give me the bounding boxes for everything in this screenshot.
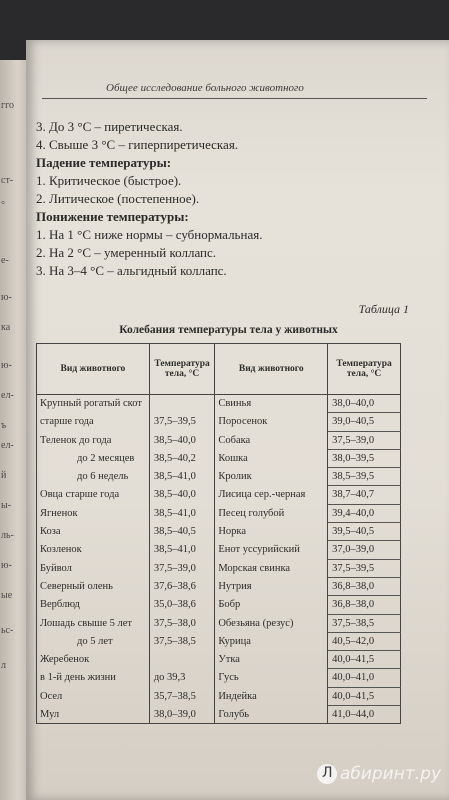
table-row bbox=[37, 559, 401, 577]
animal-cell: Курица bbox=[215, 632, 328, 650]
left-page-fragment: й bbox=[1, 470, 7, 481]
temperature-table bbox=[36, 343, 401, 724]
animal-cell: в 1-й день жизни bbox=[37, 669, 150, 687]
animal-cell: Верблюд bbox=[37, 596, 150, 614]
animal-cell: старше года bbox=[37, 413, 150, 431]
book-page bbox=[26, 40, 449, 800]
table-header-row bbox=[37, 344, 401, 395]
table-row bbox=[37, 577, 401, 595]
animal-cell: Теленок до года bbox=[37, 431, 150, 449]
animal-cell: Голубь bbox=[215, 706, 328, 724]
animal-cell: Овца старше года bbox=[37, 486, 150, 504]
table-row bbox=[37, 523, 401, 541]
temperature-cell: 39,5–40,5 bbox=[328, 523, 401, 541]
left-page-fragment: гго bbox=[1, 100, 14, 111]
temperature-cell: до 39,3 bbox=[149, 669, 215, 687]
animal-cell: Утка bbox=[215, 651, 328, 669]
table-row bbox=[37, 449, 401, 467]
list-item: 3. До 3 °С – пиретическая. bbox=[36, 119, 183, 134]
temperature-cell: 40,0–41,5 bbox=[328, 651, 401, 669]
left-page-fragment: ю- bbox=[1, 292, 12, 303]
temperature-cell bbox=[149, 395, 215, 413]
header-temp-2: Температура тела, °С bbox=[328, 344, 401, 395]
left-facing-page bbox=[0, 60, 26, 800]
list-item: 3. На 3–4 °С – альгидный коллапс. bbox=[36, 263, 227, 278]
table-row bbox=[37, 486, 401, 504]
temperature-cell: 39,0–40,5 bbox=[328, 413, 401, 431]
left-page-fragment: ю- bbox=[1, 560, 12, 571]
table-label: Таблица 1 bbox=[358, 302, 409, 316]
temperature-cell: 38,0–40,0 bbox=[328, 395, 401, 413]
animal-cell: Енот уссурийский bbox=[215, 541, 328, 559]
temperature-cell: 38,0–39,5 bbox=[328, 449, 401, 467]
temperature-cell: 38,5–41,0 bbox=[149, 468, 215, 486]
watermark bbox=[317, 764, 441, 784]
temperature-cell: 41,0–44,0 bbox=[328, 706, 401, 724]
table-row bbox=[37, 413, 401, 431]
animal-cell: Обезьяна (резус) bbox=[215, 614, 328, 632]
animal-cell: Лисица сер.-черная bbox=[215, 486, 328, 504]
section-heading: Понижение температуры: bbox=[36, 209, 189, 224]
animal-cell: Крупный рогатый скот bbox=[37, 395, 150, 413]
left-page-fragment: ъ bbox=[1, 420, 7, 431]
animal-cell: Песец голубой bbox=[215, 504, 328, 522]
temperature-cell: 38,7–40,7 bbox=[328, 486, 401, 504]
left-page-fragment: ел- bbox=[1, 390, 14, 401]
list-item: 2. На 2 °С – умеренный коллапс. bbox=[36, 245, 217, 260]
temperature-cell: 38,5–39,5 bbox=[328, 468, 401, 486]
animal-cell: Буйвол bbox=[37, 559, 150, 577]
animal-cell: Норка bbox=[215, 523, 328, 541]
left-page-fragment: е- bbox=[1, 255, 9, 266]
temperature-cell: 37,0–39,0 bbox=[328, 541, 401, 559]
temperature-cell: 38,5–40,5 bbox=[149, 523, 215, 541]
left-page-fragment: ые bbox=[1, 590, 13, 601]
table-row bbox=[37, 706, 401, 724]
header-temp-1: Температура тела, °С bbox=[149, 344, 215, 395]
left-page-fragment: ка bbox=[1, 322, 11, 333]
temperature-cell: 40,0–41,5 bbox=[328, 687, 401, 705]
animal-cell: Бобр bbox=[215, 596, 328, 614]
table-row bbox=[37, 431, 401, 449]
temperature-cell: 37,5–38,5 bbox=[149, 632, 215, 650]
animal-cell: Мул bbox=[37, 706, 150, 724]
header-animal-2: Вид животного bbox=[215, 344, 328, 395]
left-page-fragment: ел- bbox=[1, 440, 14, 451]
header-animal-1: Вид животного bbox=[37, 344, 150, 395]
temperature-cell: 37,5–38,5 bbox=[328, 614, 401, 632]
list-item: 1. На 1 °С ниже нормы – субнормальная. bbox=[36, 227, 263, 242]
list-item: 1. Критическое (быстрое). bbox=[36, 173, 182, 188]
running-head: Общее исследование больного животного bbox=[106, 82, 304, 94]
left-page-fragment: ° bbox=[1, 200, 5, 211]
animal-cell: до 5 лет bbox=[37, 632, 150, 650]
list-item: 4. Свыше 3 °С – гиперпиретическая. bbox=[36, 137, 239, 152]
section-heading: Падение температуры: bbox=[36, 155, 172, 170]
animal-cell: Северный олень bbox=[37, 577, 150, 595]
animal-cell: Гусь bbox=[215, 669, 328, 687]
temperature-cell: 35,7–38,5 bbox=[149, 687, 215, 705]
table-row bbox=[37, 632, 401, 650]
temperature-cell: 35,0–38,6 bbox=[149, 596, 215, 614]
table-row bbox=[37, 651, 401, 669]
labirint-logo-icon bbox=[317, 764, 337, 784]
temperature-cell: 36,8–38,0 bbox=[328, 596, 401, 614]
temperature-cell: 38,5–41,0 bbox=[149, 504, 215, 522]
text-block bbox=[36, 118, 416, 280]
animal-cell: Свинья bbox=[215, 395, 328, 413]
temperature-cell: 37,5–38,0 bbox=[149, 614, 215, 632]
animal-cell: Индейка bbox=[215, 687, 328, 705]
animal-cell: Козленок bbox=[37, 541, 150, 559]
temperature-cell: 40,5–42,0 bbox=[328, 632, 401, 650]
animal-cell: Нутрия bbox=[215, 577, 328, 595]
temperature-cell: 38,5–40,2 bbox=[149, 449, 215, 467]
temperature-cell: 39,4–40,0 bbox=[328, 504, 401, 522]
temperature-cell: 38,5–40,0 bbox=[149, 431, 215, 449]
animal-cell: до 6 недель bbox=[37, 468, 150, 486]
left-page-fragment: ль- bbox=[1, 530, 14, 541]
table-title: Колебания температуры тела у животных bbox=[119, 324, 338, 336]
animal-cell: Собака bbox=[215, 431, 328, 449]
temperature-cell: 37,5–39,5 bbox=[328, 559, 401, 577]
animal-cell: Ягненок bbox=[37, 504, 150, 522]
table-row bbox=[37, 504, 401, 522]
list-item: 2. Литическое (постепенное). bbox=[36, 191, 200, 206]
animal-cell: Морская свинка bbox=[215, 559, 328, 577]
table-row bbox=[37, 596, 401, 614]
temperature-cell: 37,5–39,5 bbox=[149, 413, 215, 431]
table-row bbox=[37, 468, 401, 486]
left-page-fragment: ьс- bbox=[1, 625, 14, 636]
table-row bbox=[37, 669, 401, 687]
table-row bbox=[37, 541, 401, 559]
left-page-fragment: ст- bbox=[1, 175, 14, 186]
temperature-cell: 40,0–41,0 bbox=[328, 669, 401, 687]
temperature-cell: 38,5–40,0 bbox=[149, 486, 215, 504]
animal-cell: до 2 месяцев bbox=[37, 449, 150, 467]
temperature-cell: 37,5–39,0 bbox=[328, 431, 401, 449]
temperature-cell: 36,8–38,0 bbox=[328, 577, 401, 595]
temperature-cell: 37,6–38,6 bbox=[149, 577, 215, 595]
left-page-fragment: ю- bbox=[1, 360, 12, 371]
temperature-cell: 38,5–41,0 bbox=[149, 541, 215, 559]
animal-cell: Лошадь свыше 5 лет bbox=[37, 614, 150, 632]
left-page-fragment: ы- bbox=[1, 500, 12, 511]
temperature-cell: 38,0–39,0 bbox=[149, 706, 215, 724]
animal-cell: Поросенок bbox=[215, 413, 328, 431]
left-page-fragment: л bbox=[1, 660, 6, 671]
animal-cell: Кролик bbox=[215, 468, 328, 486]
watermark-text: абиринт.ру bbox=[339, 764, 441, 784]
animal-cell: Кошка bbox=[215, 449, 328, 467]
table-row bbox=[37, 614, 401, 632]
table-row bbox=[37, 687, 401, 705]
header-rule bbox=[42, 98, 427, 99]
animal-cell: Жеребенок bbox=[37, 651, 150, 669]
temperature-cell: 37,5–39,0 bbox=[149, 559, 215, 577]
animal-cell: Коза bbox=[37, 523, 150, 541]
temperature-cell bbox=[149, 651, 215, 669]
animal-cell: Осел bbox=[37, 687, 150, 705]
table-row bbox=[37, 395, 401, 413]
